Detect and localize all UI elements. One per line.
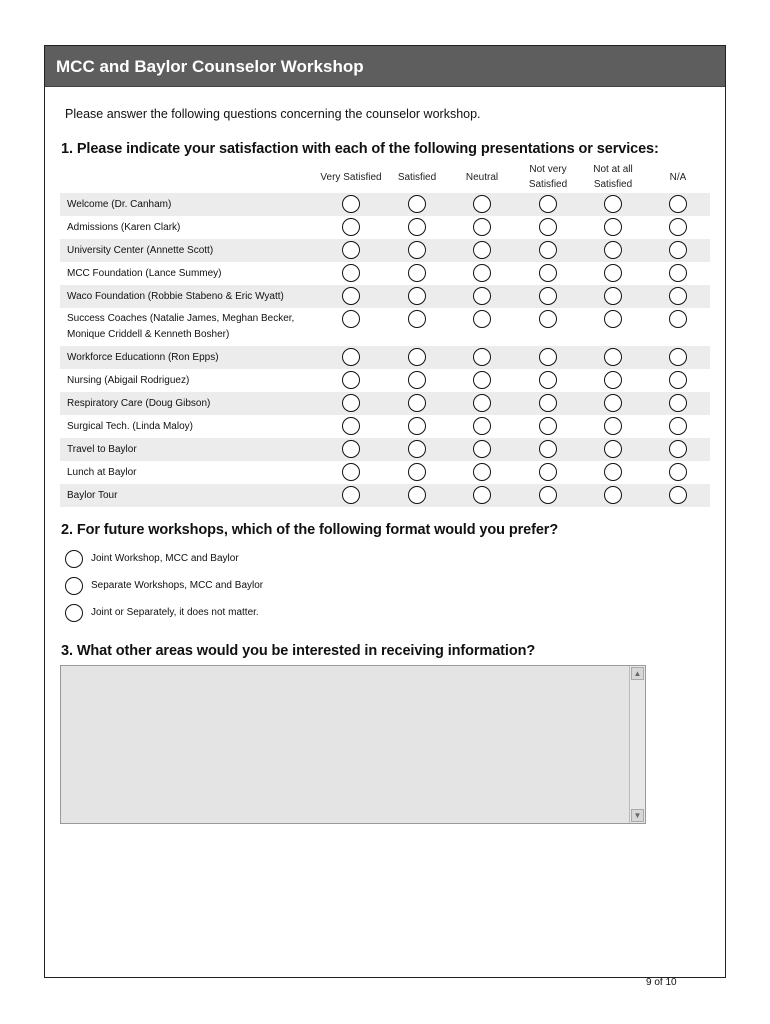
column-header: Neutral xyxy=(465,172,499,183)
rating-radio[interactable] xyxy=(604,417,622,435)
column-header: N/A xyxy=(669,172,687,183)
rating-radio[interactable] xyxy=(604,440,622,458)
rating-radio[interactable] xyxy=(604,310,622,328)
rating-radio[interactable] xyxy=(669,241,687,259)
row-label: Baylor Tour xyxy=(67,490,118,501)
format-option-label: Joint Workshop, MCC and Baylor xyxy=(91,553,239,564)
rating-radio[interactable] xyxy=(473,440,491,458)
rating-radio[interactable] xyxy=(408,486,426,504)
table-row xyxy=(60,369,710,392)
rating-radio[interactable] xyxy=(539,287,557,305)
rating-radio[interactable] xyxy=(604,394,622,412)
column-header-line: Not at all xyxy=(593,164,633,175)
rating-radio[interactable] xyxy=(539,218,557,236)
column-header: Very Satisfied xyxy=(320,172,382,183)
rating-radio[interactable] xyxy=(342,486,360,504)
row-label: Success Coaches (Natalie James, Meghan Becker, Monique Criddell & Kenneth Bosher) xyxy=(67,313,295,340)
rating-radio[interactable] xyxy=(342,371,360,389)
table-row xyxy=(60,262,710,285)
format-radio[interactable] xyxy=(65,577,83,595)
rating-radio[interactable] xyxy=(539,264,557,282)
rating-radio[interactable] xyxy=(342,310,360,328)
rating-radio[interactable] xyxy=(473,394,491,412)
rating-radio[interactable] xyxy=(408,241,426,259)
rating-radio[interactable] xyxy=(408,440,426,458)
question-2-title: 2. For future workshops, which of the following format would you prefer? xyxy=(61,522,559,538)
row-label: Workforce Educationn (Ron Epps) xyxy=(67,352,219,363)
format-option-label: Joint or Separately, it does not matter. xyxy=(91,607,259,618)
rating-radio[interactable] xyxy=(473,371,491,389)
rating-radio[interactable] xyxy=(539,463,557,481)
form-header: MCC and Baylor Counselor Workshop xyxy=(45,46,725,87)
rating-radio[interactable] xyxy=(669,463,687,481)
rating-radio[interactable] xyxy=(539,417,557,435)
rating-radio[interactable] xyxy=(604,348,622,366)
table-row xyxy=(60,346,710,369)
rating-radio[interactable] xyxy=(473,241,491,259)
rating-radio[interactable] xyxy=(473,463,491,481)
row-label: Admissions (Karen Clark) xyxy=(67,222,181,233)
rating-radio[interactable] xyxy=(539,310,557,328)
table-row xyxy=(60,216,710,239)
row-label: Travel to Baylor xyxy=(67,444,137,455)
rating-radio[interactable] xyxy=(473,348,491,366)
rating-radio[interactable] xyxy=(473,218,491,236)
rating-radio[interactable] xyxy=(408,195,426,213)
rating-radio[interactable] xyxy=(669,348,687,366)
rating-radio[interactable] xyxy=(408,463,426,481)
rating-radio[interactable] xyxy=(473,264,491,282)
table-row xyxy=(60,285,710,308)
row-label: Lunch at Baylor xyxy=(67,467,137,478)
rating-radio[interactable] xyxy=(342,218,360,236)
row-label: Nursing (Abigail Rodriguez) xyxy=(67,375,190,386)
rating-radio[interactable] xyxy=(669,394,687,412)
row-label: University Center (Annette Scott) xyxy=(67,245,214,256)
rating-radio[interactable] xyxy=(473,195,491,213)
rating-radio[interactable] xyxy=(669,371,687,389)
rating-radio[interactable] xyxy=(539,241,557,259)
rating-radio[interactable] xyxy=(408,371,426,389)
rating-radio[interactable] xyxy=(408,394,426,412)
rating-radio[interactable] xyxy=(473,417,491,435)
rating-radio[interactable] xyxy=(342,195,360,213)
column-header xyxy=(578,162,648,192)
format-radio[interactable] xyxy=(65,550,83,568)
rating-radio[interactable] xyxy=(539,394,557,412)
intro-text: Please answer the following questions concerning the counselor workshop. xyxy=(65,107,481,121)
rating-radio[interactable] xyxy=(604,241,622,259)
rating-radio[interactable] xyxy=(408,348,426,366)
table-row xyxy=(60,308,710,346)
table-row xyxy=(60,239,710,262)
rating-radio[interactable] xyxy=(342,417,360,435)
rating-radio[interactable] xyxy=(342,264,360,282)
rating-radio[interactable] xyxy=(604,371,622,389)
rating-radio[interactable] xyxy=(604,195,622,213)
column-header-line: Satisfied xyxy=(593,179,633,190)
rating-radio[interactable] xyxy=(473,486,491,504)
other-areas-textarea[interactable] xyxy=(60,665,646,824)
rating-radio[interactable] xyxy=(669,218,687,236)
rating-radio[interactable] xyxy=(539,371,557,389)
rating-radio[interactable] xyxy=(342,348,360,366)
rating-radio[interactable] xyxy=(408,417,426,435)
row-label: Respiratory Care (Doug Gibson) xyxy=(67,398,211,409)
rating-radio[interactable] xyxy=(408,264,426,282)
rating-radio[interactable] xyxy=(539,195,557,213)
rating-radio[interactable] xyxy=(342,394,360,412)
row-label: MCC Foundation (Lance Summey) xyxy=(67,268,222,279)
format-option-label: Separate Workshops, MCC and Baylor xyxy=(91,580,264,591)
question-1-title: 1. Please indicate your satisfaction with each of the following presentations or services: xyxy=(61,141,659,157)
rating-radio[interactable] xyxy=(473,310,491,328)
rating-radio[interactable] xyxy=(342,440,360,458)
page-number: 9 of 10 xyxy=(646,977,677,988)
rating-radio[interactable] xyxy=(408,287,426,305)
format-radio[interactable] xyxy=(65,604,83,622)
row-label: Waco Foundation (Robbie Stabeno & Eric Wyatt) xyxy=(67,291,284,302)
row-label: Surgical Tech. (Linda Maloy) xyxy=(67,421,193,432)
rating-radio[interactable] xyxy=(473,287,491,305)
column-header: Satisfied xyxy=(397,172,437,183)
table-row xyxy=(60,193,710,216)
rating-radio[interactable] xyxy=(539,440,557,458)
rating-radio[interactable] xyxy=(669,417,687,435)
rating-radio[interactable] xyxy=(342,463,360,481)
column-header xyxy=(513,162,583,192)
rating-radio[interactable] xyxy=(669,287,687,305)
rating-radio[interactable] xyxy=(669,264,687,282)
column-header-line: Satisfied xyxy=(528,179,568,190)
form-frame xyxy=(44,45,726,978)
rating-radio[interactable] xyxy=(342,287,360,305)
question-3-title: 3. What other areas would you be interested in receiving information? xyxy=(61,643,536,659)
scroll-up-icon[interactable]: ▲ xyxy=(631,667,644,680)
textarea-scrollbar[interactable] xyxy=(629,666,645,823)
rating-radio[interactable] xyxy=(669,310,687,328)
rating-radio[interactable] xyxy=(408,310,426,328)
rating-radio[interactable] xyxy=(604,287,622,305)
rating-radio[interactable] xyxy=(342,241,360,259)
row-label: Welcome (Dr. Canham) xyxy=(67,199,172,210)
column-header-line: Not very xyxy=(529,164,567,175)
rating-radio[interactable] xyxy=(604,264,622,282)
table-row xyxy=(60,461,710,484)
table-row xyxy=(60,438,710,461)
rating-radio[interactable] xyxy=(604,218,622,236)
rating-radio[interactable] xyxy=(604,486,622,504)
rating-radio[interactable] xyxy=(539,486,557,504)
rating-radio[interactable] xyxy=(669,440,687,458)
rating-radio[interactable] xyxy=(669,195,687,213)
rating-radio[interactable] xyxy=(408,218,426,236)
scroll-down-icon[interactable]: ▼ xyxy=(631,809,644,822)
rating-radio[interactable] xyxy=(539,348,557,366)
rating-radio[interactable] xyxy=(604,463,622,481)
table-row xyxy=(60,392,710,415)
rating-radio[interactable] xyxy=(669,486,687,504)
table-row xyxy=(60,484,710,507)
table-row xyxy=(60,415,710,438)
